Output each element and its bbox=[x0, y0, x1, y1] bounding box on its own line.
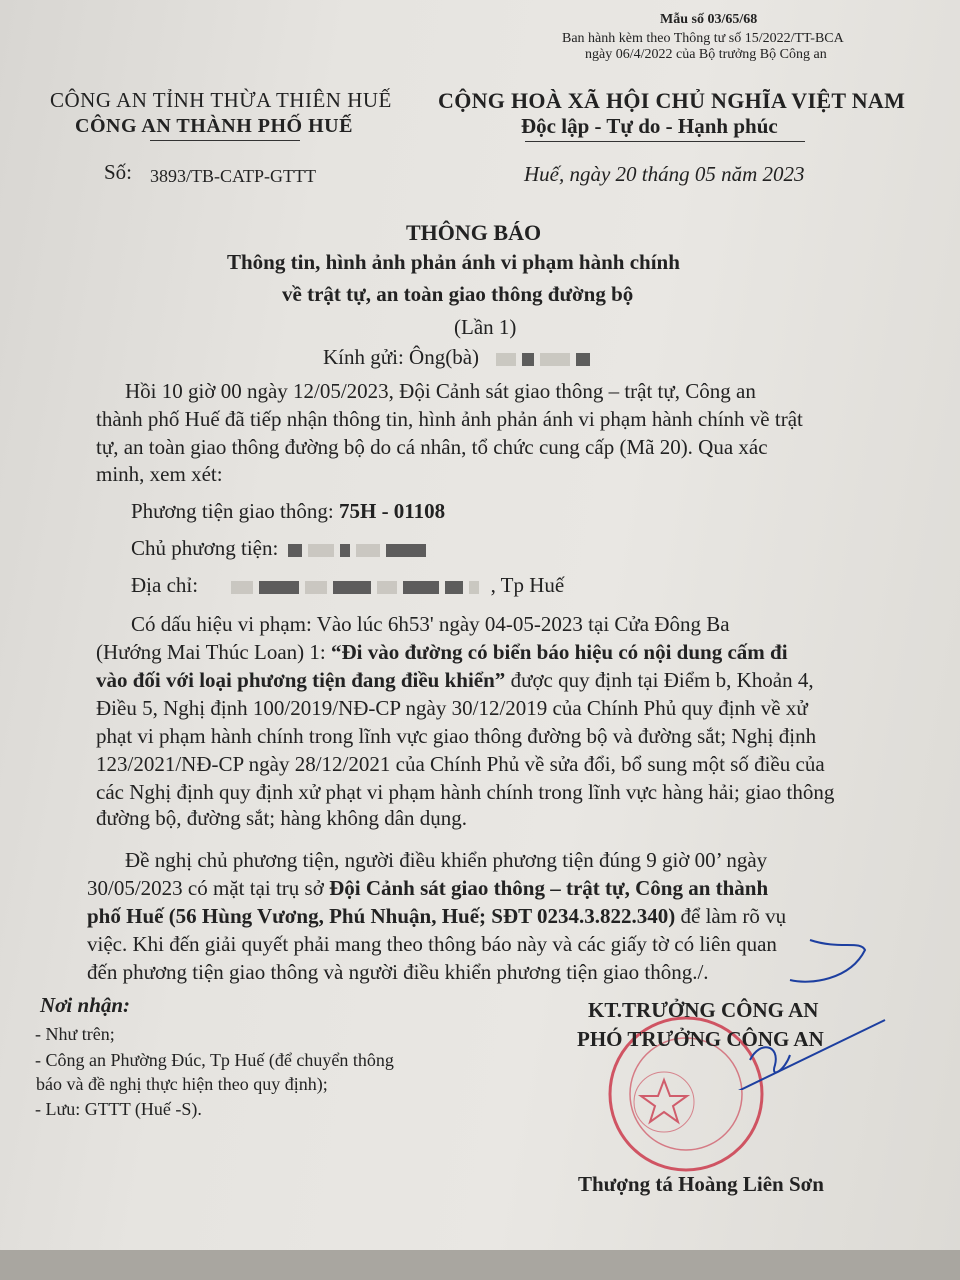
doc-title: THÔNG BÁO bbox=[406, 220, 542, 245]
violation-line-3 bbox=[96, 667, 814, 695]
request-line-5: đến phương tiện giao thông và người điều khiển phương tiện giao thông./. bbox=[87, 960, 709, 984]
request-line-4: việc. Khi đến giải quyết phải mang theo thông báo này và các giấy tờ có liên quan bbox=[87, 932, 777, 956]
violation-line-8: đường bộ, đường sắt; hàng không dân dụng. bbox=[96, 806, 468, 830]
intro-line-2: thành phố Huế đã tiếp nhận thông tin, hình ảnh phản ánh vi phạm hành chính về trật bbox=[96, 407, 803, 431]
form-issued-date-line: ngày 06/4/2022 của Bộ trưởng Bộ Công an bbox=[585, 47, 827, 62]
address-tail: , Tp Huế bbox=[490, 573, 565, 597]
request-line-3 bbox=[87, 903, 786, 931]
form-issued-line: Ban hành kèm theo Thông tư số 15/2022/TT-BCA bbox=[562, 31, 844, 46]
doc-subtitle-1: Thông tin, hình ảnh phản ánh vi phạm hành chính bbox=[227, 250, 680, 274]
recipient-line bbox=[323, 345, 596, 372]
request-line-1: Đề nghị chủ phương tiện, người điều khiển phương tiện đúng 9 giờ 00’ ngày bbox=[125, 848, 768, 872]
vehicle-plate: 75H - 01108 bbox=[338, 499, 446, 523]
agency-name: CÔNG AN THÀNH PHỐ HUẾ bbox=[75, 115, 353, 137]
intro-line-3: tự, an toàn giao thông đường bộ do cá nhân, tổ chức cung cấp (Mã 20). Qua xác bbox=[96, 435, 768, 459]
violation-line-4: Điều 5, Nghị định 100/2019/NĐ-CP ngày 30/12/2019 của Chính Phủ quy định về xử bbox=[96, 696, 808, 720]
owner-line bbox=[131, 536, 432, 563]
request-office: Đội Cảnh sát giao thông – trật tự, Công an thành bbox=[329, 876, 769, 900]
signer-name: Thượng tá Hoàng Liên Sơn bbox=[578, 1172, 824, 1196]
form-number: Mẫu số 03/65/68 bbox=[660, 12, 758, 27]
redacted-address bbox=[231, 575, 485, 600]
address-line bbox=[131, 573, 564, 600]
desk-surface bbox=[0, 1250, 960, 1280]
owner-label: Chủ phương tiện: bbox=[131, 536, 279, 560]
agency-underline bbox=[150, 140, 300, 141]
recipient-label: Kính gửi: Ông(bà) bbox=[323, 345, 480, 369]
violation-line-7: các Nghị định quy định xử phạt vi phạm hành chính trong lĩnh vực hàng hải; giao thông bbox=[96, 780, 835, 804]
request-line-2 bbox=[87, 875, 768, 903]
recipients-title: Nơi nhận: bbox=[40, 993, 131, 1017]
intro-line-4: minh, xem xét: bbox=[96, 462, 223, 486]
vehicle-label: Phương tiện giao thông: bbox=[131, 499, 334, 523]
nation-title: CỘNG HOÀ XÃ HỘI CHỦ NGHĨA VIỆT NAM bbox=[438, 88, 906, 113]
recipient-item-1: - Như trên; bbox=[35, 1024, 115, 1044]
violation-line-5: phạt vi phạm hành chính trong lĩnh vực giao thông đường bộ và đường sắt; Nghị định bbox=[96, 724, 817, 748]
violation-location: (Hướng Mai Thúc Loan) 1: bbox=[96, 640, 331, 664]
recipient-item-3: - Lưu: GTTT (Huế -S). bbox=[35, 1099, 202, 1119]
violation-quote-end: vào đối với loại phương tiện đang điều khiển” bbox=[96, 668, 506, 692]
request-office-address: phố Huế (56 Hùng Vương, Phú Nhuận, Huế; SĐT 0234.3.822.340) bbox=[87, 904, 676, 928]
violation-quote-start: “Đi vào đường có biển báo hiệu có nội dung cấm đi bbox=[330, 640, 788, 664]
doc-subtitle-2: về trật tự, an toàn giao thông đường bộ bbox=[282, 282, 634, 306]
recipient-item-2: - Công an Phường Đúc, Tp Huế (để chuyển thông bbox=[35, 1050, 394, 1070]
issue-number: (Lần 1) bbox=[454, 315, 517, 339]
vehicle-line bbox=[131, 499, 445, 524]
request-purpose: để làm rõ vụ bbox=[675, 904, 787, 928]
redacted-owner bbox=[288, 538, 432, 563]
doc-number: 3893/TB-CATP-GTTT bbox=[150, 166, 316, 186]
signature-title-1: KT.TRƯỞNG CÔNG AN bbox=[588, 998, 819, 1022]
doc-date: Huế, ngày 20 tháng 05 năm 2023 bbox=[524, 162, 805, 186]
nation-motto: Độc lập - Tự do - Hạnh phúc bbox=[521, 114, 778, 138]
agency-parent: CÔNG AN TỈNH THỪA THIÊN HUẾ bbox=[50, 88, 392, 112]
violation-line-6: 123/2021/NĐ-CP ngày 28/12/2021 của Chính Phủ về sửa đổi, bổ sung một số điều của bbox=[96, 752, 825, 776]
redacted-name bbox=[496, 347, 596, 372]
doc-number-label: Số: bbox=[104, 160, 133, 184]
motto-underline bbox=[525, 141, 805, 142]
violation-line-1: Có dấu hiệu vi phạm: Vào lúc 6h53' ngày 04-05-2023 tại Cửa Đông Ba bbox=[131, 612, 730, 636]
request-date: 30/05/2023 có mặt tại trụ sở bbox=[87, 876, 330, 900]
recipient-item-2b: báo và đề nghị thực hiện theo quy định); bbox=[36, 1074, 328, 1094]
signature-title-2: PHÓ TRƯỞNG CÔNG AN bbox=[577, 1027, 824, 1051]
violation-line-2 bbox=[96, 639, 788, 667]
address-label: Địa chỉ: bbox=[131, 573, 199, 597]
violation-legal-ref: được quy định tại Điểm b, Khoản 4, bbox=[505, 668, 814, 692]
intro-line-1: Hồi 10 giờ 00 ngày 12/05/2023, Đội Cảnh sát giao thông – trật tự, Công an bbox=[125, 379, 756, 403]
